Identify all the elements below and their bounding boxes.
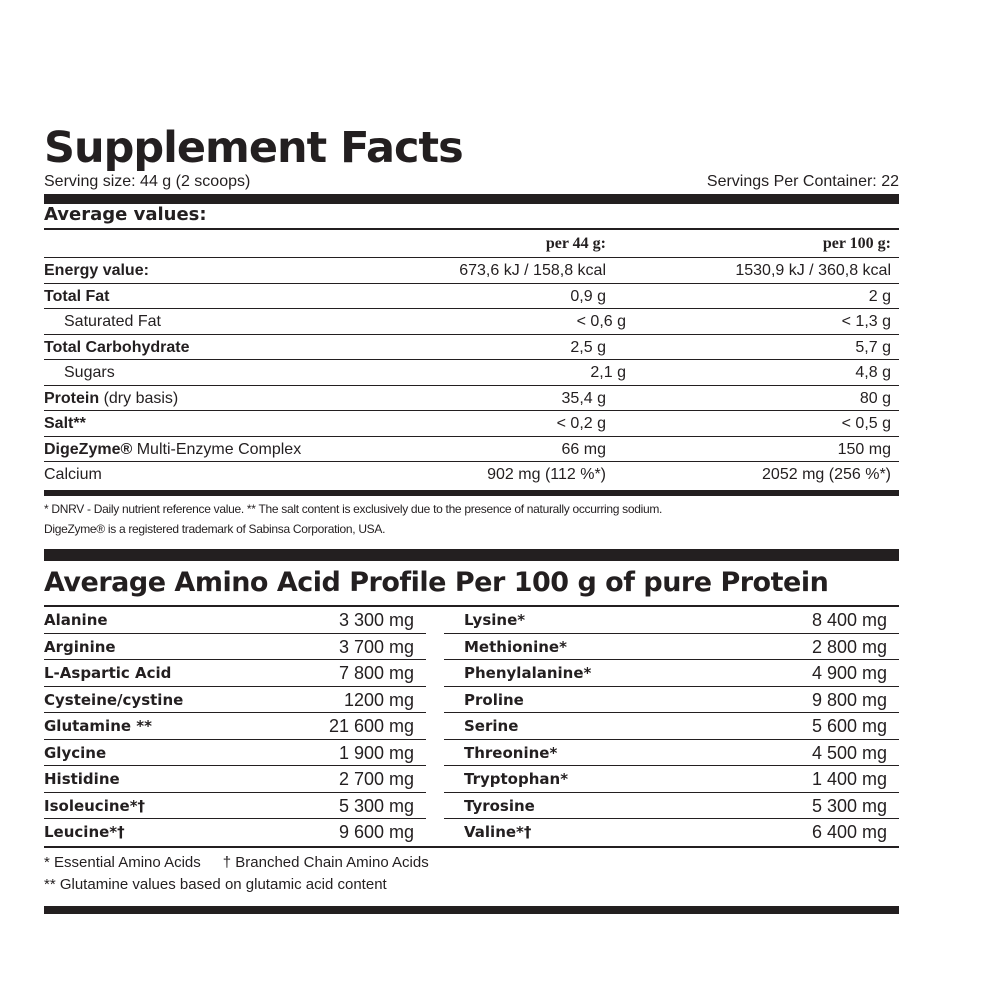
average-values-heading: Average values: (44, 204, 207, 225)
amino-row (444, 819, 899, 846)
amino-row (44, 634, 426, 661)
amino-value: 21 600 mg (328, 716, 414, 736)
amino-row (444, 660, 899, 687)
amino-value: 4 500 mg (811, 742, 887, 763)
amino-value: 5 300 mg (338, 795, 414, 816)
amino-value: 8 400 mg (811, 610, 887, 630)
amino-row (44, 660, 426, 687)
nutrient-value-per-100g: < 1,3 g (841, 313, 891, 330)
nutrient-value-per-44g: 0,9 g (570, 287, 606, 305)
servings-per-container: Servings Per Container: 22 (706, 173, 899, 190)
amino-row (44, 740, 426, 767)
amino-row (444, 607, 899, 634)
amino-value: 9 800 mg (811, 689, 887, 710)
amino-name: Phenylalanine* (464, 664, 592, 682)
nutrient-value-per-44g: 2,5 g (570, 338, 606, 356)
nutrient-value-per-44g: 902 mg (112 %*) (487, 466, 606, 483)
amino-value: 4 900 mg (811, 663, 887, 683)
amino-value: 5 300 mg (811, 795, 887, 816)
nutrient-label (44, 437, 374, 462)
divider-thick (44, 194, 899, 204)
nutrient-label: Total Fat (44, 287, 110, 305)
amino-name: Glutamine ** (44, 717, 152, 735)
nutrient-label: Salt** (44, 415, 86, 432)
nutrient-label: Calcium (44, 466, 102, 483)
serving-size: Serving size: 44 g (2 scoops) (44, 173, 251, 190)
amino-row (444, 793, 899, 820)
page-title: Supplement Facts (44, 123, 463, 173)
amino-row (44, 607, 426, 634)
amino-column-right (444, 607, 899, 846)
amino-name: Leucine*† (44, 823, 125, 841)
footnote-glutamine: ** Glutamine values based on glutamic acid content (44, 875, 387, 893)
amino-name: Cysteine/cystine (44, 690, 184, 709)
footnote-essential: * Essential Amino Acids (44, 853, 201, 871)
amino-row (44, 687, 426, 714)
amino-row (444, 713, 899, 740)
amino-name: Threonine* (464, 743, 558, 762)
nutrient-value-per-100g: 80 g (859, 389, 891, 407)
amino-value: 2 800 mg (811, 636, 887, 657)
nutrient-label-name: Protein (44, 389, 100, 407)
amino-row (444, 740, 899, 767)
col-header-per-100g: per 100 g: (822, 235, 891, 252)
amino-name: Serine (464, 717, 519, 735)
nutrition-row-energy (44, 258, 899, 284)
nutrient-label: Energy value: (44, 262, 149, 279)
amino-name: L-Aspartic Acid (44, 664, 172, 682)
nutrition-row-total-fat (44, 284, 899, 310)
divider-thin-amino-bottom (44, 846, 899, 848)
footnote-bcaa: † Branched Chain Amino Acids (222, 853, 429, 871)
nutrition-footnote-trademark: DigeZyme® is a registered trademark of Sabinsa Corporation, USA. (44, 522, 386, 536)
amino-row (444, 766, 899, 793)
amino-name: Tryptophan* (464, 770, 569, 788)
divider-final (44, 906, 899, 914)
amino-row (44, 766, 426, 793)
amino-name: Glycine (44, 743, 107, 762)
amino-name: Tyrosine (464, 796, 535, 815)
amino-name: Methionine* (464, 637, 567, 656)
nutrient-value-per-44g: 35,4 g (561, 389, 606, 407)
nutrient-value-per-100g: 2052 mg (256 %*) (762, 466, 891, 483)
amino-value: 7 800 mg (338, 663, 414, 683)
nutrient-value-per-100g: 4,8 g (855, 364, 891, 381)
amino-name: Histidine (44, 770, 120, 788)
amino-value: 3 700 mg (338, 636, 414, 657)
amino-value: 6 400 mg (811, 822, 887, 842)
divider-thick-amino (44, 549, 899, 561)
nutrition-row-protein (44, 386, 899, 412)
nutrient-value-per-44g: 66 mg (561, 440, 606, 458)
nutrient-value-per-44g: 2,1 g (590, 364, 626, 381)
amino-value: 2 700 mg (338, 769, 414, 789)
amino-name: Proline (464, 690, 524, 709)
nutrition-row-salt (44, 411, 899, 437)
nutrition-row-saturated-fat (44, 309, 899, 335)
amino-name: Alanine (44, 611, 108, 629)
amino-value: 3 300 mg (338, 610, 414, 630)
amino-value: 1 900 mg (338, 742, 414, 763)
divider-bottom (44, 490, 899, 496)
nutrition-row-calcium (44, 462, 899, 490)
amino-value: 1 400 mg (811, 769, 887, 789)
nutrient-label: Saturated Fat (64, 313, 161, 330)
amino-column-left (44, 607, 444, 846)
nutrition-table (44, 230, 899, 490)
nutrient-label-suffix: Multi-Enzyme Complex (132, 440, 302, 458)
amino-row (444, 634, 899, 661)
nutrition-row-digezyme (44, 437, 899, 463)
amino-row (444, 687, 899, 714)
nutrient-value-per-100g: 5,7 g (855, 338, 891, 356)
amino-name: Arginine (44, 637, 116, 656)
amino-footnote-row (44, 852, 899, 874)
amino-value: 9 600 mg (338, 822, 414, 842)
amino-row (44, 819, 426, 846)
amino-name: Valine*† (464, 823, 532, 841)
amino-row (44, 793, 426, 820)
nutrient-label-name: DigeZyme® (44, 440, 133, 458)
amino-row (44, 713, 426, 740)
amino-value: 5 600 mg (811, 716, 887, 736)
supplement-facts-panel (44, 123, 899, 914)
nutrient-value-per-100g: 1530,9 kJ / 360,8 kcal (735, 262, 891, 279)
nutrient-value-per-100g: 150 mg (837, 440, 891, 458)
nutrition-row-sugars (44, 360, 899, 386)
nutrient-label (44, 386, 374, 411)
nutrient-value-per-44g: 673,6 kJ / 158,8 kcal (459, 262, 606, 279)
nutrition-row-total-carbohydrate (44, 335, 899, 361)
col-header-per-44g: per 44 g: (545, 235, 606, 252)
nutrient-label: Total Carbohydrate (44, 338, 190, 356)
amino-name: Isoleucine*† (44, 796, 146, 815)
amino-table (44, 607, 899, 846)
amino-profile-title: Average Amino Acid Profile Per 100 g of pure Protein (44, 567, 829, 598)
nutrient-value-per-44g: < 0,2 g (556, 415, 606, 432)
amino-name: Lysine* (464, 611, 526, 629)
nutrient-label-suffix: (dry basis) (99, 389, 179, 407)
nutrient-value-per-100g: < 0,5 g (841, 415, 891, 432)
nutrition-footnote-dnrv: * DNRV - Daily nutrient reference value. ** The salt content is exclusively due to the presence of naturally occurring sodium. (44, 502, 663, 516)
nutrient-value-per-44g: < 0,6 g (576, 313, 626, 330)
nutrient-label: Sugars (64, 364, 115, 381)
nutrient-value-per-100g: 2 g (868, 287, 891, 305)
nutrition-header-row (44, 230, 899, 258)
amino-value: 1200 mg (343, 689, 414, 710)
serving-info (44, 170, 899, 194)
